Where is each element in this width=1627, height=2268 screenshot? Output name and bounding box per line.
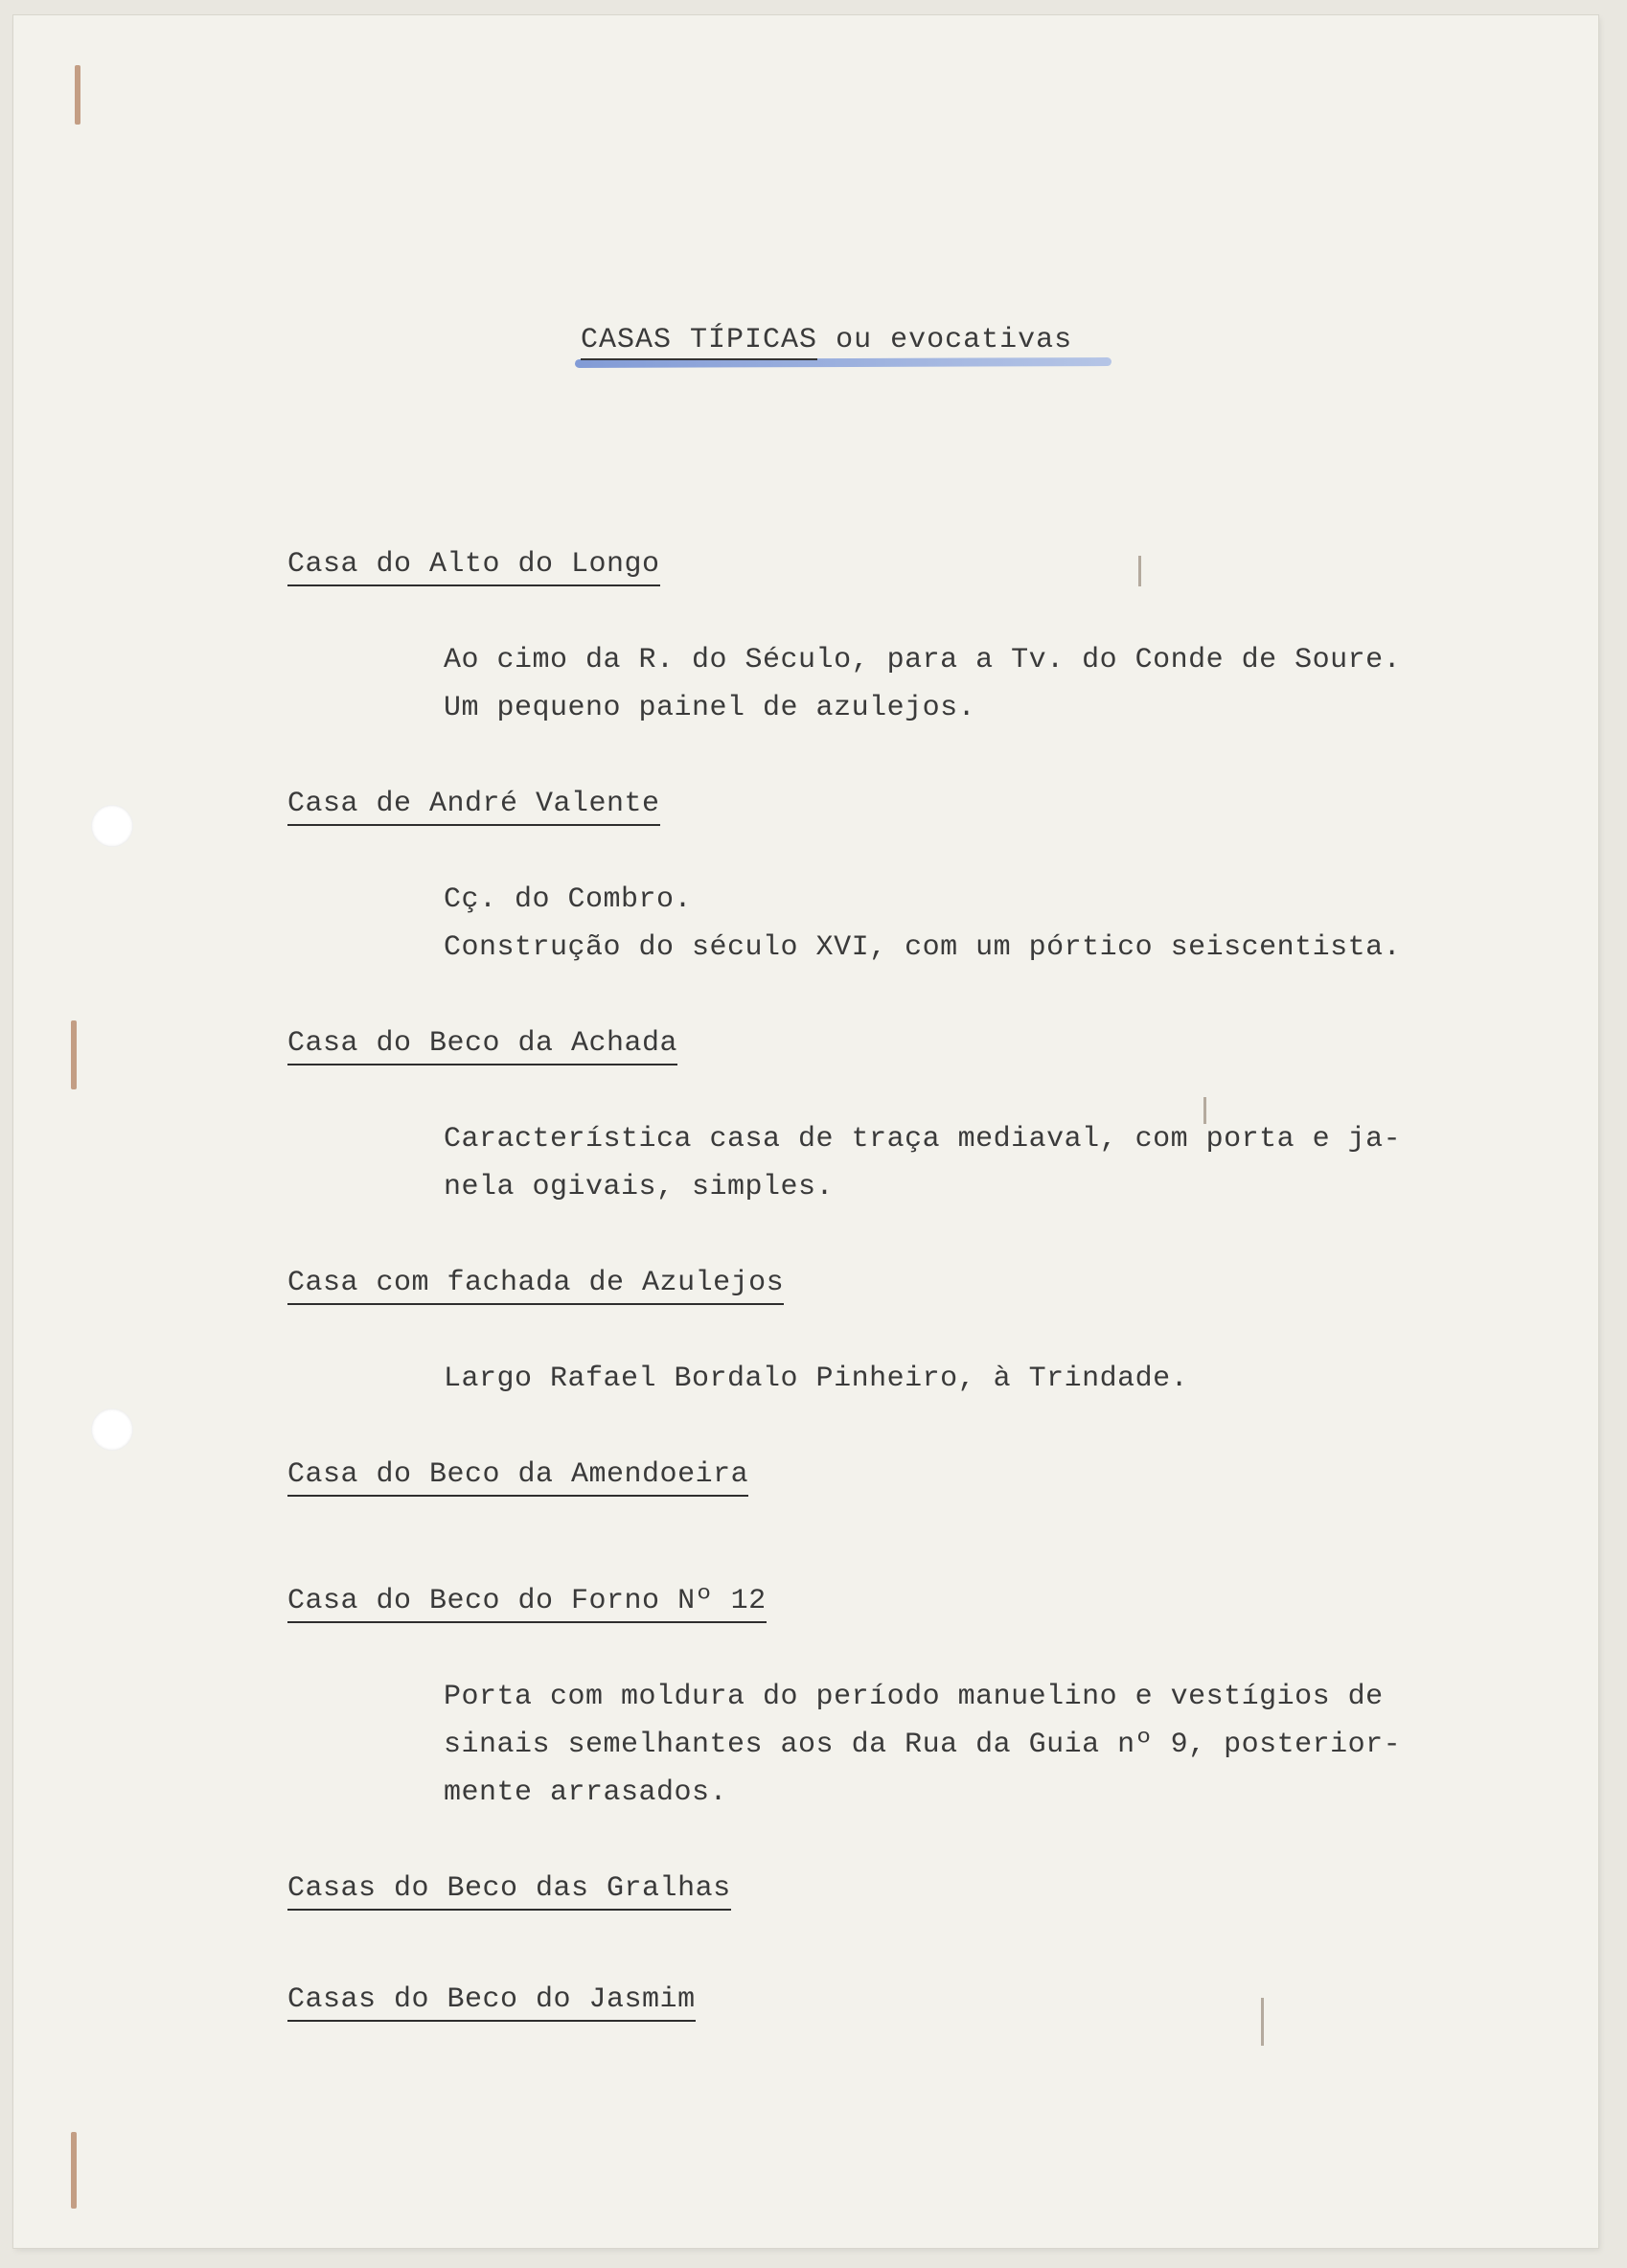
entry-heading: Casas do Beco do Jasmim: [287, 1983, 696, 2016]
paper-speck: [1138, 556, 1141, 586]
entry-text-line: Construção do século XVI, com um pórtico seiscentista.: [444, 931, 1402, 964]
entry-text-line: sinais semelhantes aos da Rua da Guia nº 9, posterior-: [444, 1729, 1402, 1761]
entry-heading: Casa do Beco do Forno Nº 12: [287, 1585, 767, 1617]
entry-text-line: Cç. do Combro.: [444, 883, 693, 916]
paper-speck: [1261, 1998, 1264, 2046]
entry-text-line: Porta com moldura do período manuelino e vestígios de: [444, 1681, 1384, 1713]
entry-heading: Casas do Beco das Gralhas: [287, 1872, 731, 1905]
entry-heading: Casa do Beco da Achada: [287, 1027, 677, 1060]
entry-heading: Casa com fachada de Azulejos: [287, 1267, 784, 1299]
punch-hole-bottom: [91, 1409, 133, 1451]
entry-heading: Casa de André Valente: [287, 788, 660, 820]
title-sub: ou evocativas: [836, 324, 1073, 356]
entry-text-line: Largo Rafael Bordalo Pinheiro, à Trindade.: [444, 1363, 1189, 1395]
entry-text-line: Característica casa de traça mediaval, com porta e ja-: [444, 1123, 1402, 1156]
entry-heading: Casa do Alto do Longo: [287, 548, 660, 581]
title-main: CASAS TÍPICAS: [581, 324, 817, 360]
staple-mark-top: [75, 65, 80, 125]
entry-heading: Casa do Beco da Amendoeira: [287, 1458, 748, 1491]
page-title: [581, 324, 1072, 356]
entry-text-line: nela ogivais, simples.: [444, 1171, 835, 1203]
staple-mark-bottom: [71, 2132, 77, 2209]
paper-speck: [1203, 1097, 1206, 1124]
entry-text-line: mente arrasados.: [444, 1776, 728, 1809]
entry-text-line: Ao cimo da R. do Século, para a Tv. do Conde de Soure.: [444, 644, 1402, 676]
entry-text-line: Um pequeno painel de azulejos.: [444, 692, 976, 724]
staple-mark-middle: [71, 1020, 77, 1089]
punch-hole-top: [91, 805, 133, 847]
